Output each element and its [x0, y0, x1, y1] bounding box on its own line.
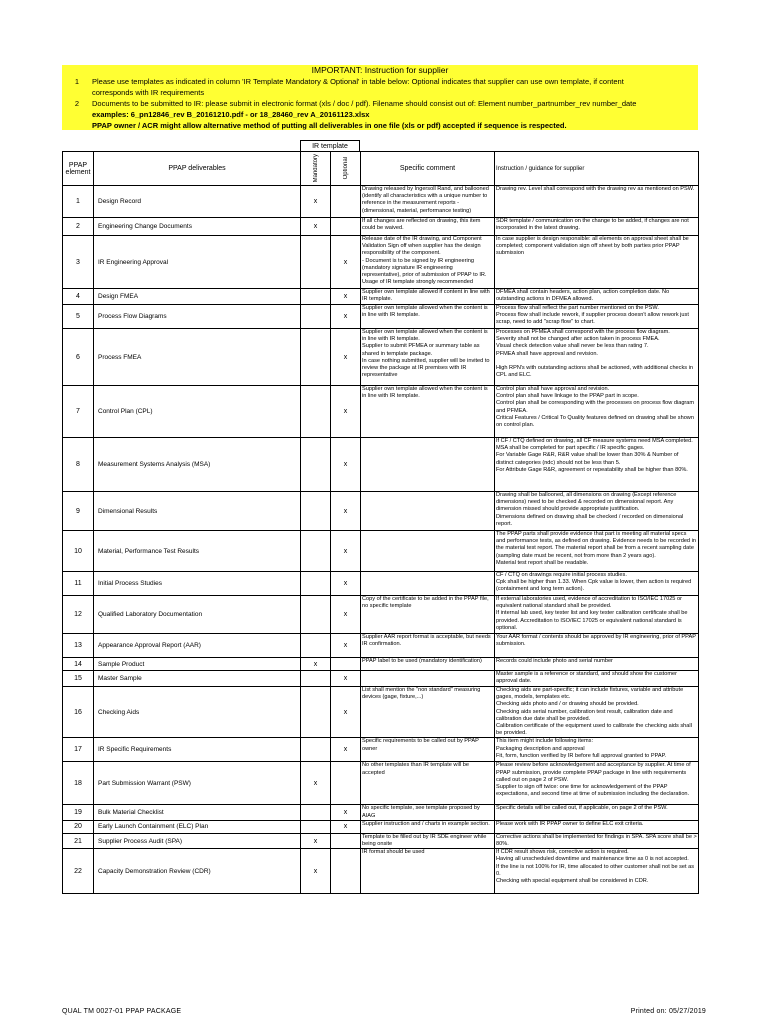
banner-note: PPAP owner / ACR might allow alternative method of putting all deliverables in one file (xls or pdf) accepted if sequence is respected.	[92, 121, 567, 130]
table-row	[63, 531, 699, 572]
instruction-guidance: If external laboratories used, evidence of accreditation to ISO/IEC 17025 or equivalent national standard shall be provided. If internal lab used, key tester list and key tester calibration certificate shall be provided. Accreditation to ISO/IEC 17025 or equivalent national standard is optional.	[495, 596, 699, 634]
mandatory-mark: x	[301, 658, 331, 671]
optional-mark: x	[331, 634, 361, 658]
deliverable-name: Checking Aids	[94, 687, 301, 738]
mandatory-mark	[301, 289, 331, 305]
banner-row-1	[62, 76, 698, 98]
banner-row-2	[62, 98, 698, 131]
optional-mark: x	[331, 820, 361, 833]
specific-comment	[361, 671, 495, 687]
optional-mark	[331, 186, 361, 218]
deliverable-name: Measurement Systems Analysis (MSA)	[94, 438, 301, 492]
mandatory-mark: x	[301, 762, 331, 805]
deliverable-name: Engineering Change Documents	[94, 218, 301, 236]
mandatory-mark: x	[301, 833, 331, 848]
mandatory-mark	[301, 596, 331, 634]
mandatory-mark	[301, 438, 331, 492]
optional-mark	[331, 218, 361, 236]
optional-mark: x	[331, 687, 361, 738]
deliverable-name: Dimensional Results	[94, 492, 301, 531]
optional-mark: x	[331, 805, 361, 820]
table-row	[63, 687, 699, 738]
optional-mark: x	[331, 572, 361, 596]
header-mandatory	[301, 152, 331, 186]
specific-comment: If all changes are reflected on drawing, this item could be waived.	[361, 218, 495, 236]
mandatory-mark	[301, 805, 331, 820]
table-row	[63, 820, 699, 833]
instruction-guidance: Control plan shall have approval and revision. Control plan shall have linkage to the PPAP part in scope. Control plan shall be corresponding with the processes on process flow diagram and PFMEA. Critical Features / Critical To Quality features defined on drawing shall be shown on control plan.	[495, 386, 699, 438]
table-row	[63, 849, 699, 894]
specific-comment: Supplier instruction and / charts in example section.	[361, 820, 495, 833]
table-row	[63, 805, 699, 820]
mandatory-mark	[301, 820, 331, 833]
table-row	[63, 492, 699, 531]
header-specific: Specific comment	[361, 152, 495, 186]
mandatory-mark: x	[301, 186, 331, 218]
instruction-guidance: Process flow shall reflect the part number mentioned on the PSW. Process flow shall include rework, if supplier process doesn't allow rework just scrap, need to add "scrap flow" to chart.	[495, 305, 699, 329]
mandatory-mark	[301, 738, 331, 762]
element-number: 1	[63, 186, 94, 218]
mandatory-mark	[301, 634, 331, 658]
deliverable-name: Appearance Approval Report (AAR)	[94, 634, 301, 658]
element-number: 7	[63, 386, 94, 438]
deliverable-name: Design Record	[94, 186, 301, 218]
instruction-guidance: Drawing rev. Level shall correspond with the drawing rev as mentioned on PSW.	[495, 186, 699, 218]
optional-mark: x	[331, 305, 361, 329]
instruction-guidance: Checking aids are part-specific; it can include fixtures, variable and attribute gages, models, templates etc. Checking aids photo and / or drawing should be provided. Checking aids serial number, calibration test result, calibration date and calibration due date shall be provided. Calibration certificate of the equipment used to calibrate the checking aids shall be provided.	[495, 687, 699, 738]
table-row	[63, 186, 699, 218]
optional-mark: x	[331, 289, 361, 305]
mandatory-mark: x	[301, 218, 331, 236]
instruction-guidance: DFMEA shall contain headers, action plan, action completion date. No outstanding actions in DFMEA allowed.	[495, 289, 699, 305]
optional-mark	[331, 658, 361, 671]
specific-comment: Specific requirements to be called out by PPAP owner	[361, 738, 495, 762]
banner-examples: examples: 6_pn12846_rev B_20161210.pdf - or 18_28460_rev A_20161123.xlsx	[92, 110, 370, 119]
specific-comment	[361, 438, 495, 492]
instruction-guidance: Please review before acknowledgement and acceptance by supplier. At time of PPAP submission, provide complete PPAP package in line with requirements called out on page 2 of PSW. Supplier to sign off twice: one time for acknowledgement of the PPAP expectations, and second time at time of submission including the declaration.	[495, 762, 699, 805]
deliverable-name: Control Plan (CPL)	[94, 386, 301, 438]
table-header-row	[63, 152, 699, 186]
element-number: 22	[63, 849, 94, 894]
table-row	[63, 738, 699, 762]
header-mandatory-label: Mandatory	[312, 154, 319, 183]
optional-mark: x	[331, 531, 361, 572]
header-deliverables: PPAP deliverables	[94, 152, 301, 186]
deliverable-name: IR Engineering Approval	[94, 236, 301, 289]
element-number: 4	[63, 289, 94, 305]
deliverable-name: Qualified Laboratory Documentation	[94, 596, 301, 634]
header-instruction: Instruction / guidance for supplier	[495, 152, 699, 186]
specific-comment: Template to be filled out by IR SDE engineer while being onsite	[361, 833, 495, 848]
specific-comment: Supplier own template allowed when the content is in line with IR template. Supplier to submit PFMEA or summary table as shared in template package. In case nothing submitted, supplier will be invited to review the package at IR premises with IR representative	[361, 329, 495, 386]
deliverable-name: Sample Product	[94, 658, 301, 671]
instruction-banner	[62, 65, 698, 130]
specific-comment: Drawing released by Ingersoll Rand, and ballooned (identify all characteristics with a unique number to reference in the measurement reports - (dimensional, material, performance testing)	[361, 186, 495, 218]
deliverable-name: Supplier Process Audit (SPA)	[94, 833, 301, 848]
element-number: 16	[63, 687, 94, 738]
element-number: 18	[63, 762, 94, 805]
element-number: 9	[63, 492, 94, 531]
instruction-guidance: Your AAR format / contents should be approved by IR engineering, prior of PPAP submission.	[495, 634, 699, 658]
table-row	[63, 762, 699, 805]
table-row	[63, 596, 699, 634]
instruction-guidance: Drawing shall be ballooned, all dimensions on drawing (Except reference dimensions) need to be checked & recorded on dimensional report. Any dimension missed should provide appropriate justification. Dimensions defined on drawing shall be checked / recorded on dimensional report.	[495, 492, 699, 531]
banner-row-number: 1	[74, 77, 80, 86]
element-number: 10	[63, 531, 94, 572]
specific-comment: Supplier own template allowed when the content is in line with IR template.	[361, 386, 495, 438]
table-row	[63, 833, 699, 848]
header-optional	[331, 152, 361, 186]
banner-row-number: 2	[74, 99, 80, 108]
specific-comment: Release date of the IR drawing, and Component Validation Sign off when supplier has the design responsibility of the component. - Document is to be signed by IR engineering (mandatory signature IR engineering representative), prior of submission of PPAP to IR. Usage of IR template strongly recommended	[361, 236, 495, 289]
table-row	[63, 289, 699, 305]
table-row	[63, 438, 699, 492]
deliverable-name: Process FMEA	[94, 329, 301, 386]
mandatory-mark	[301, 492, 331, 531]
specific-comment: No other templates than IR template will be accepted	[361, 762, 495, 805]
element-number: 17	[63, 738, 94, 762]
specific-comment: Supplier AAR report format is acceptable, but needs IR confirmation.	[361, 634, 495, 658]
instruction-guidance: This item might include following items: Packaging description and approval Fit, form, function verified by IR before full approval granted to PPAP.	[495, 738, 699, 762]
banner-row-text: Documents to be submitted to IR: please submit in electronic format (xls / doc / pdf). Filename should consist out of: Element number_partnumber_rev number_date	[92, 99, 637, 108]
instruction-guidance: CF / CTQ on drawings require initial process studies. Cpk shall be higher than 1.33. When Cpk value is lower, then action is required (containment and long term action).	[495, 572, 699, 596]
deliverable-name: Early Launch Containment (ELC) Plan	[94, 820, 301, 833]
mandatory-mark	[301, 329, 331, 386]
mandatory-mark	[301, 236, 331, 289]
optional-mark	[331, 849, 361, 894]
instruction-guidance: Processes on PFMEA shall correspond with the process flow diagram. Severity shall not be changed after action taken in process FMEA. Visual check detection value shall never be less than rating 7. PFMEA shall have approval and revision. High RPN's with outstanding actions shall be actioned, with additional checks in CPL and ELC.	[495, 329, 699, 386]
banner-row-text: Please use templates as indicated in column 'IR Template Mandatory & Optional' in table below: Optional indicates that supplier can use own template, if content	[92, 77, 624, 86]
mandatory-mark	[301, 687, 331, 738]
optional-mark	[331, 762, 361, 805]
banner-title: IMPORTANT: Instruction for supplier	[311, 65, 449, 75]
element-number: 15	[63, 671, 94, 687]
element-number: 20	[63, 820, 94, 833]
mandatory-mark	[301, 531, 331, 572]
specific-comment: List shall mention the "non standard" measuring devices (gage, fixture,...)	[361, 687, 495, 738]
specific-comment: IR format should be used	[361, 849, 495, 894]
element-number: 11	[63, 572, 94, 596]
instruction-guidance: Please work with IR PPAP owner to define ELC exit criteria.	[495, 820, 699, 833]
mandatory-mark	[301, 386, 331, 438]
specific-comment: Supplier own template allowed if content in line with IR template.	[361, 289, 495, 305]
element-number: 8	[63, 438, 94, 492]
mandatory-mark: x	[301, 849, 331, 894]
header-element: PPAP element	[63, 152, 94, 186]
table-row	[63, 305, 699, 329]
deliverable-name: Part Submission Warrant (PSW)	[94, 762, 301, 805]
table-row	[63, 572, 699, 596]
instruction-guidance: The PPAP parts shall provide evidence that part is meeting all material specs and performance tests, as defined on drawing. Evidence needs to be recorded in the material test report. The material report shall be from a recent sampling date (sampling date must be recent, not from more than 2 years ago). Material test report shall be readable.	[495, 531, 699, 572]
optional-mark: x	[331, 596, 361, 634]
optional-mark: x	[331, 236, 361, 289]
table-row	[63, 329, 699, 386]
element-number: 3	[63, 236, 94, 289]
instruction-guidance: Corrective actions shall be implemented for findings in SPA. SPA score shall be > 80%.	[496, 833, 697, 848]
instruction-guidance: Records could include photo and serial number	[495, 658, 699, 671]
mandatory-mark	[301, 305, 331, 329]
table-row	[63, 671, 699, 687]
element-number: 6	[63, 329, 94, 386]
specific-comment: No specific template, see template proposed by AIAG	[361, 805, 495, 820]
ir-template-header: IR template	[300, 140, 360, 151]
instruction-guidance: If CF / CTQ defined on drawing, all CF measure systems need MSA completed. MSA shall be completed for part specific / IR specific gages. For Variable Gage R&R, R&R value shall be lower than 30% & Number of distinct categories (ndc) should not be less than 5. For Attribute Gage R&R, agreement or repeatability shall be higher than 80%.	[495, 438, 699, 492]
optional-mark: x	[331, 438, 361, 492]
element-number: 5	[63, 305, 94, 329]
optional-mark: x	[331, 492, 361, 531]
instruction-guidance: Master sample is a reference or standard, and should show the customer approval date.	[495, 671, 699, 687]
deliverable-name: Initial Process Studies	[94, 572, 301, 596]
element-number: 21	[63, 833, 94, 848]
optional-mark	[331, 833, 361, 848]
element-number: 12	[63, 596, 94, 634]
optional-mark: x	[331, 386, 361, 438]
deliverable-name: Design FMEA	[94, 289, 301, 305]
footer-document-id: QUAL TM 0027-01 PPAP PACKAGE	[62, 1008, 182, 1015]
instruction-guidance: In case supplier is design responsible: all elements on approval sheet shall be completed; component validation sign off sheet by both parties prior PPAP submission	[495, 236, 699, 289]
mandatory-mark	[301, 671, 331, 687]
header-optional-label: Optional	[342, 157, 349, 180]
deliverable-name: Master Sample	[94, 671, 301, 687]
element-number: 14	[63, 658, 94, 671]
table-row	[63, 218, 699, 236]
table-row	[63, 236, 699, 289]
optional-mark: x	[331, 671, 361, 687]
instruction-guidance: If CDR result shows risk, corrective action is required. Having all unscheduled downtime and maintenance time as 0 is not accepted. If the line is not 100% for IR, time allocated to other customer shall not be set as 0. Checking with special equipment shall be considered in CDR.	[495, 849, 699, 894]
instruction-guidance: Specific details will be called out, if applicable, on page 2 of the PSW.	[495, 805, 699, 820]
specific-comment	[361, 492, 495, 531]
deliverable-name: IR Specific Requirements	[94, 738, 301, 762]
banner-row-text: corresponds with IR requirements	[92, 88, 205, 97]
deliverable-name: Capacity Demonstration Review (CDR)	[94, 849, 301, 894]
table-row	[63, 658, 699, 671]
mandatory-mark	[301, 572, 331, 596]
specific-comment	[361, 572, 495, 596]
optional-mark: x	[331, 738, 361, 762]
specific-comment	[361, 531, 495, 572]
element-number: 2	[63, 218, 94, 236]
ppap-deliverables-table	[62, 151, 699, 894]
deliverable-name: Process Flow Diagrams	[94, 305, 301, 329]
table-row	[63, 634, 699, 658]
instruction-guidance: SDR template / communication on the change to be added, if changes are not incorporated in the latest drawing.	[495, 218, 699, 236]
table-row	[63, 386, 699, 438]
footer-printed-date: Printed on: 05/27/2019	[630, 1008, 706, 1015]
specific-comment: Copy of the certificate to be added in the PPAP file, no specific template	[361, 596, 495, 634]
optional-mark: x	[331, 329, 361, 386]
element-number: 19	[63, 805, 94, 820]
deliverable-name: Bulk Material Checklist	[94, 805, 301, 820]
deliverable-name: Material, Performance Test Results	[94, 531, 301, 572]
specific-comment: PPAP label to be used (mandatory identification)	[361, 658, 495, 671]
specific-comment: Supplier own template allowed when the content is in line with IR template.	[361, 305, 495, 329]
element-number: 13	[63, 634, 94, 658]
